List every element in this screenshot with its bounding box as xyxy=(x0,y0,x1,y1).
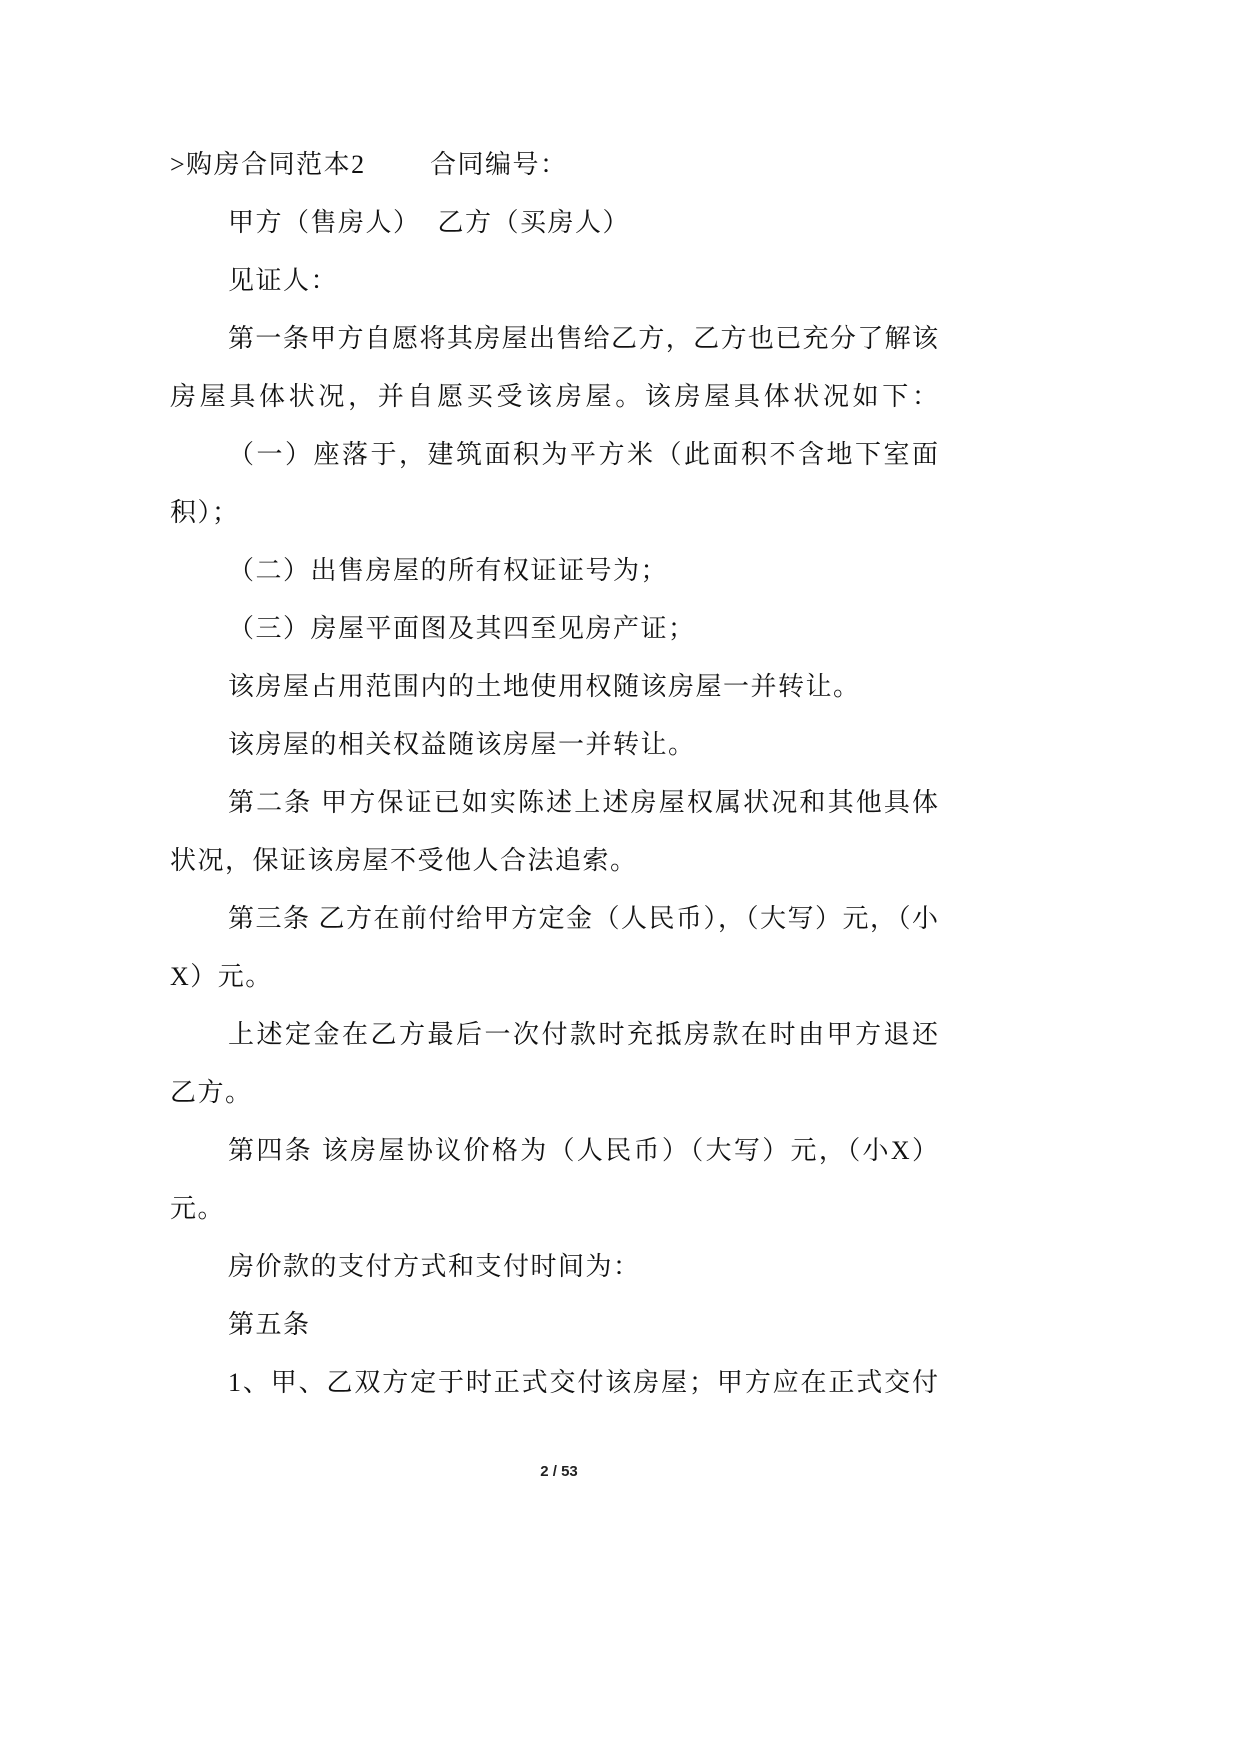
clause-paragraph xyxy=(170,1006,938,1122)
clause-paragraph xyxy=(170,426,938,542)
text-line: 积）； xyxy=(170,498,240,527)
text-line: 元。 xyxy=(170,1194,226,1223)
text-line: （一）座落于，建筑面积为平方米（此面积不含地下室面 xyxy=(228,440,938,469)
text-line: 房价款的支付方式和支付时间为： xyxy=(228,1252,641,1281)
clause-paragraph xyxy=(170,890,938,1006)
clause-paragraph xyxy=(170,1122,938,1238)
clause-paragraph xyxy=(170,310,938,426)
text-line: 第五条 xyxy=(228,1310,311,1339)
text-line: 状况，保证该房屋不受他人合法追索。 xyxy=(170,846,638,875)
clause-paragraph xyxy=(170,1238,938,1296)
text-line: 该房屋占用范围内的土地使用权随该房屋一并转让。 xyxy=(228,672,861,701)
text-line: 房屋具体状况，并自愿买受该房屋。该房屋具体状况如下： xyxy=(170,382,938,411)
clause-paragraph xyxy=(170,658,938,716)
clause-paragraph xyxy=(170,774,938,890)
document-title: >购房合同范本2 xyxy=(170,150,366,179)
clause-paragraph xyxy=(170,600,938,658)
clause-paragraph xyxy=(170,1354,938,1412)
text-line: 该房屋的相关权益随该房屋一并转让。 xyxy=(228,730,696,759)
page-number: 2 / 53 xyxy=(540,1463,578,1480)
text-line: 第三条 乙方在前付给甲方定金（人民币），（大写）元，（小 xyxy=(228,904,938,933)
document-body xyxy=(170,136,938,1412)
clause-paragraph xyxy=(170,716,938,774)
buyer-party: 乙方（买房人） xyxy=(437,208,631,237)
text-line: （二）出售房屋的所有权证证号为； xyxy=(228,556,669,585)
witness-label: 见证人： xyxy=(228,266,339,295)
clause-paragraph xyxy=(170,542,938,600)
text-line: 第四条 该房屋协议价格为（人民币）（大写）元，（小X） xyxy=(228,1136,938,1165)
title-line xyxy=(170,136,938,194)
parties-line xyxy=(170,194,938,252)
contract-number-label: 合同编号： xyxy=(430,150,568,179)
clause-paragraph xyxy=(170,1296,938,1354)
text-line: 上述定金在乙方最后一次付款时充抵房款在时由甲方退还 xyxy=(228,1020,938,1049)
text-line: 1、甲、乙双方定于时正式交付该房屋；甲方应在正式交付 xyxy=(228,1368,938,1397)
seller-party: 甲方（售房人） xyxy=(228,208,421,237)
text-line: X）元。 xyxy=(170,962,273,991)
text-line: （三）房屋平面图及其四至见房产证； xyxy=(228,614,696,643)
text-line: 第二条 甲方保证已如实陈述上述房屋权属状况和其他具体 xyxy=(228,788,938,817)
text-line: 第一条甲方自愿将其房屋出售给乙方，乙方也已充分了解该 xyxy=(228,324,938,353)
text-line: 乙方。 xyxy=(170,1078,253,1107)
